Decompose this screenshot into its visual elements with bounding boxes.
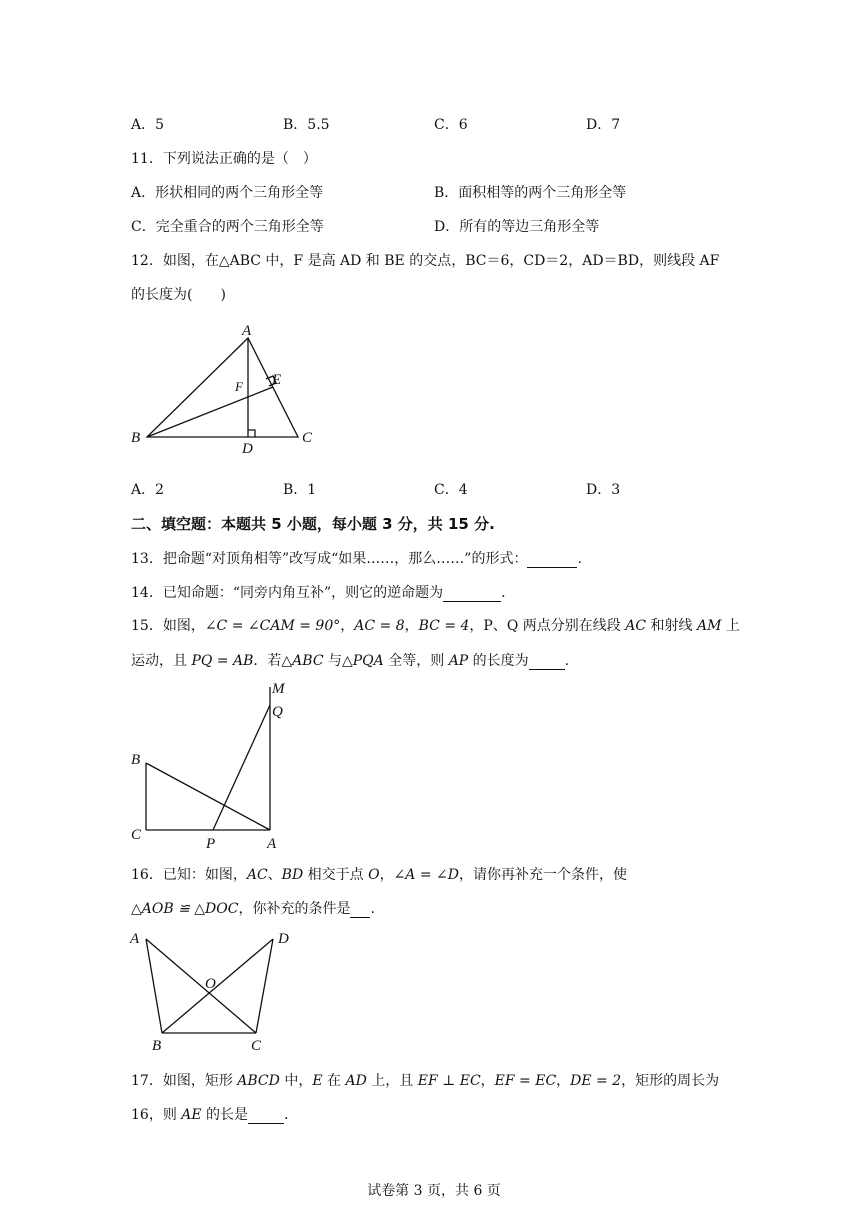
q16-label-d: D [278, 931, 289, 947]
q16-text: ，请你再补充一个条件，使 [459, 867, 627, 883]
q12-label-c: C [302, 430, 313, 446]
q12-stem-line1: 12．如图，在△ABC 中，F 是高 AD 和 BE 的交点，BC＝6，CD＝2，AD＝BD，则线段 AF [131, 253, 720, 269]
q12-label-b: B [131, 430, 141, 446]
q15-figure [125, 675, 300, 855]
q12-option-a: A．2 [131, 482, 165, 498]
q12-stem-line2: 的长度为( ) [131, 287, 226, 303]
q15-label-b: B [131, 752, 141, 768]
q17-text: 的长是 [201, 1107, 249, 1123]
q12-option-c: C．4 [434, 482, 468, 498]
q11-stem: 11．下列说法正确的是（ ） [131, 151, 317, 167]
q12-option-d: D．3 [586, 482, 621, 498]
q16-math: AC [246, 867, 268, 883]
q15-text: 的长度为 [468, 653, 529, 669]
q15-math: AC = 8 [354, 618, 405, 634]
q17-math: E [312, 1073, 323, 1089]
q17-line1 [131, 1070, 719, 1090]
q16-line1 [131, 864, 627, 884]
q15-math: AP [448, 653, 469, 669]
q15-text: ， [404, 618, 419, 634]
q10-option-b: B．5.5 [283, 117, 330, 133]
q15-line2 [131, 650, 569, 670]
q15-text: 运动，且 [131, 653, 192, 669]
q17-math: EF ⊥ EC [417, 1073, 481, 1089]
q16-math: BD [281, 867, 304, 883]
q12-option-b: B．1 [283, 482, 317, 498]
q15-label-p: P [206, 836, 216, 852]
page-footer: 试卷第 3 页，共 6 页 [367, 1183, 501, 1199]
q15-math: PQ = AB [191, 653, 254, 669]
q15-text: 15．如图， [131, 618, 205, 634]
q16-text: ，你补充的条件是 [238, 901, 351, 917]
q14-text [131, 582, 506, 602]
q16-text: 16．已知：如图， [131, 867, 247, 883]
q11-option-d: D．所有的等边三角形全等 [434, 219, 600, 235]
q15-label-m: M [272, 681, 285, 697]
q13-stem: 13．把命题“对顶角相等”改写成“如果……，那么……”的形式： [131, 551, 528, 567]
q12-label-a: A [242, 323, 252, 339]
q10-option-d: D．7 [586, 117, 621, 133]
q17-text: ， [556, 1073, 571, 1089]
q17-math: ABCD [237, 1073, 280, 1089]
q15-math: AC [625, 618, 647, 634]
q11-option-b: B．面积相等的两个三角形全等 [434, 185, 627, 201]
q15-label-a: A [267, 836, 277, 852]
q13-answer-blank[interactable] [527, 553, 577, 568]
q12-label-e: E [272, 372, 282, 388]
q17-text: 在 [322, 1073, 346, 1089]
q15-text: ， [340, 618, 355, 634]
q11-option-c: C．完全重合的两个三角形全等 [131, 219, 324, 235]
q12-label-d: D [242, 441, 253, 457]
q16-label-b: B [152, 1038, 162, 1054]
q16-text: . [370, 901, 375, 917]
q17-answer-blank[interactable] [248, 1109, 284, 1124]
q15-math: BC = 4 [418, 618, 470, 634]
q17-math: EF = EC [494, 1073, 557, 1089]
q12-label-f: F [235, 379, 243, 394]
q13-text [131, 548, 582, 568]
q17-text: ，矩形的周长为 [621, 1073, 720, 1089]
q12-triangle-figure [125, 315, 335, 460]
q17-line2 [131, 1104, 298, 1124]
q15-line1 [131, 615, 740, 635]
q16-label-o: O [205, 976, 216, 992]
q14-answer-blank[interactable] [443, 587, 501, 602]
q16-label-c: C [251, 1038, 262, 1054]
q15-text: . [564, 653, 570, 669]
q16-math: △AOB ≌ △DOC [131, 901, 239, 917]
q17-text: 16，则 [131, 1107, 182, 1123]
q13-end: . [577, 551, 582, 567]
q10-option-c: C．6 [434, 117, 468, 133]
q14-end: . [501, 585, 506, 601]
q17-text: ， [480, 1073, 495, 1089]
q15-text: ，P、Q 两点分别在线段 [469, 618, 626, 634]
q16-figure [125, 925, 300, 1055]
q14-stem: 14．已知命题：“同旁内角互补”，则它的逆命题为 [131, 585, 444, 601]
section-heading: 二、填空题：本题共 5 小题，每小题 3 分，共 15 分. [131, 515, 495, 533]
q15-math: ABC [292, 653, 324, 669]
q16-text: 相交于点 [303, 867, 369, 883]
q15-text: ．若△ [253, 653, 293, 669]
q15-answer-blank[interactable] [529, 655, 565, 670]
q15-math: ∠C = ∠CAM = 90° [204, 618, 341, 634]
q17-text: ． [284, 1107, 299, 1123]
q16-answer-blank[interactable] [350, 903, 370, 918]
q15-label-q: Q [272, 704, 283, 720]
q15-text: 与△ [323, 653, 353, 669]
q17-text: 上，且 [366, 1073, 418, 1089]
q15-math: PQA [352, 653, 384, 669]
q15-text: 全等，则 [383, 653, 449, 669]
q17-text: 中， [279, 1073, 313, 1089]
q16-line2 [131, 898, 375, 918]
q16-math: O [368, 867, 380, 883]
q17-text: 17．如图，矩形 [131, 1073, 238, 1089]
q15-text: 上 [721, 618, 740, 634]
q16-text: 、 [267, 867, 282, 883]
q16-math: ∠A = ∠D [393, 867, 459, 883]
q11-option-a: A．形状相同的两个三角形全等 [131, 185, 324, 201]
q15-text: 和射线 [646, 618, 697, 634]
q16-text: ， [379, 867, 394, 883]
q15-label-c: C [131, 827, 142, 843]
q17-math: AE [181, 1107, 202, 1123]
q17-math: AD [345, 1073, 367, 1089]
q17-math: DE = 2 [570, 1073, 622, 1089]
q10-option-a: A．5 [131, 117, 165, 133]
q15-math: AM [696, 618, 722, 634]
q16-label-a: A [130, 931, 140, 947]
